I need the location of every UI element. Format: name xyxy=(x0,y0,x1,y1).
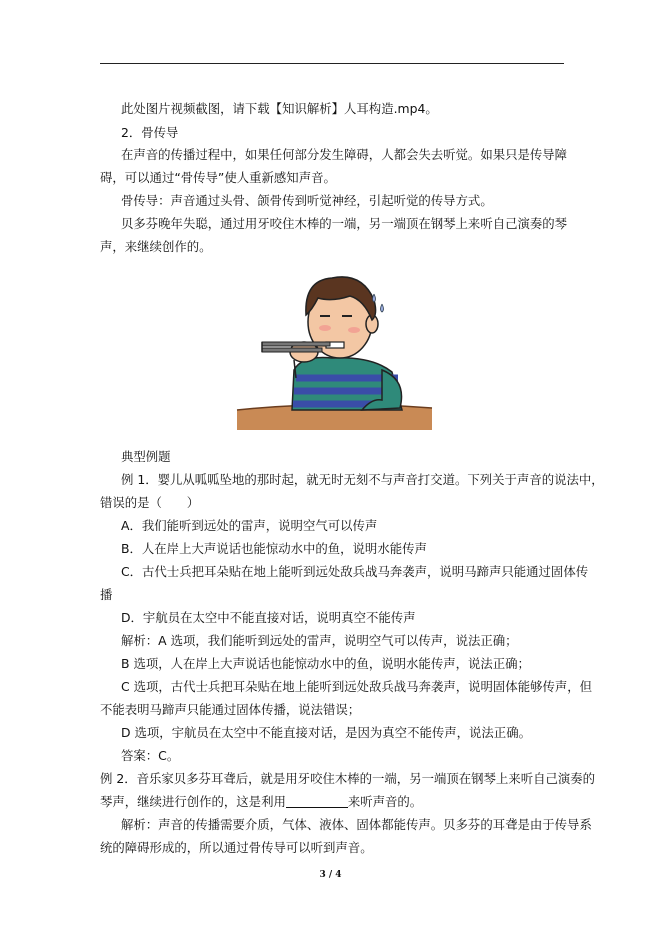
question-line: 错误的是（ ） xyxy=(100,495,200,510)
paragraph-line: 碍，可以通过“骨传导”使人重新感知声音。 xyxy=(100,170,336,185)
option-a: A．我们能听到远处的雷声，说明空气可以传声 xyxy=(121,518,378,533)
analysis-line: C 选项，古代士兵把耳朵贴在地上能听到远处敌兵战马奔袭声，说明固体能够传声，但 xyxy=(121,679,593,694)
analysis-line: 不能表明马蹄声只能通过固体传播，说法错误； xyxy=(100,702,361,717)
answer-blank xyxy=(286,795,348,808)
analysis-line: 解析：声音的传播需要介质，气体、液体、固体都能传声。贝多芬的耳聋是由于传导系 xyxy=(121,817,592,832)
option-d: D．宇航员在太空中不能直接对话，说明真空不能传声 xyxy=(121,610,416,625)
option-c-cont: 播 xyxy=(100,587,113,602)
analysis-line: 解析：A 选项，我们能听到远处的雷声，说明空气可以传声，说法正确； xyxy=(121,633,518,648)
question-text: 琴声，继续进行创作的，这是利用 xyxy=(100,794,286,809)
bone-conduction-illustration xyxy=(232,260,438,430)
section-heading: 2．骨传导 xyxy=(121,125,179,140)
analysis-line: D 选项，宇航员在太空中不能直接对话，是因为真空不能传声，说法正确。 xyxy=(121,725,531,740)
video-note: 此处图片视频截图，请下载【知识解析】人耳构造.mp4。 xyxy=(121,101,438,116)
page-number: 3 / 4 xyxy=(319,870,342,880)
question-line: 例 2．音乐家贝多芬耳聋后，就是用牙咬住木棒的一端，另一端顶在钢琴上来听自己演奏的 xyxy=(100,771,596,786)
analysis-line: B 选项，人在岸上大声说话也能惊动水中的鱼，说明水能传声，说法正确； xyxy=(121,656,530,671)
option-b: B．人在岸上大声说话也能惊动水中的鱼，说明水能传声 xyxy=(121,541,427,556)
answer-line: 答案：C。 xyxy=(121,748,180,763)
question-line: 例 1．婴儿从呱呱坠地的那时起，就无时无刻不与声音打交道。下列关于声音的说法中， xyxy=(121,472,604,487)
question-line xyxy=(100,794,422,810)
paragraph-line: 贝多芬晚年失聪，通过用牙咬住木棒的一端，另一端顶在钢琴上来听自己演奏的琴 xyxy=(121,216,568,231)
question-text: 来听声音的。 xyxy=(347,794,423,809)
analysis-line: 统的障碍形成的，所以通过骨传导可以听到声音。 xyxy=(100,840,373,855)
definition-line: 骨传导：声音通过头骨、颌骨传到听觉神经，引起听觉的传导方式。 xyxy=(121,193,493,208)
section-heading: 典型例题 xyxy=(121,449,171,464)
option-c: C．古代士兵把耳朵贴在地上能听到远处敌兵战马奔袭声，说明马蹄声只能通过固体传 xyxy=(121,564,589,579)
header-rule xyxy=(100,63,564,64)
paragraph-line: 声，来继续创作的。 xyxy=(100,239,212,254)
paragraph-line: 在声音的传播过程中，如果任何部分发生障碍，人都会失去听觉。如果只是传导障 xyxy=(121,147,568,162)
